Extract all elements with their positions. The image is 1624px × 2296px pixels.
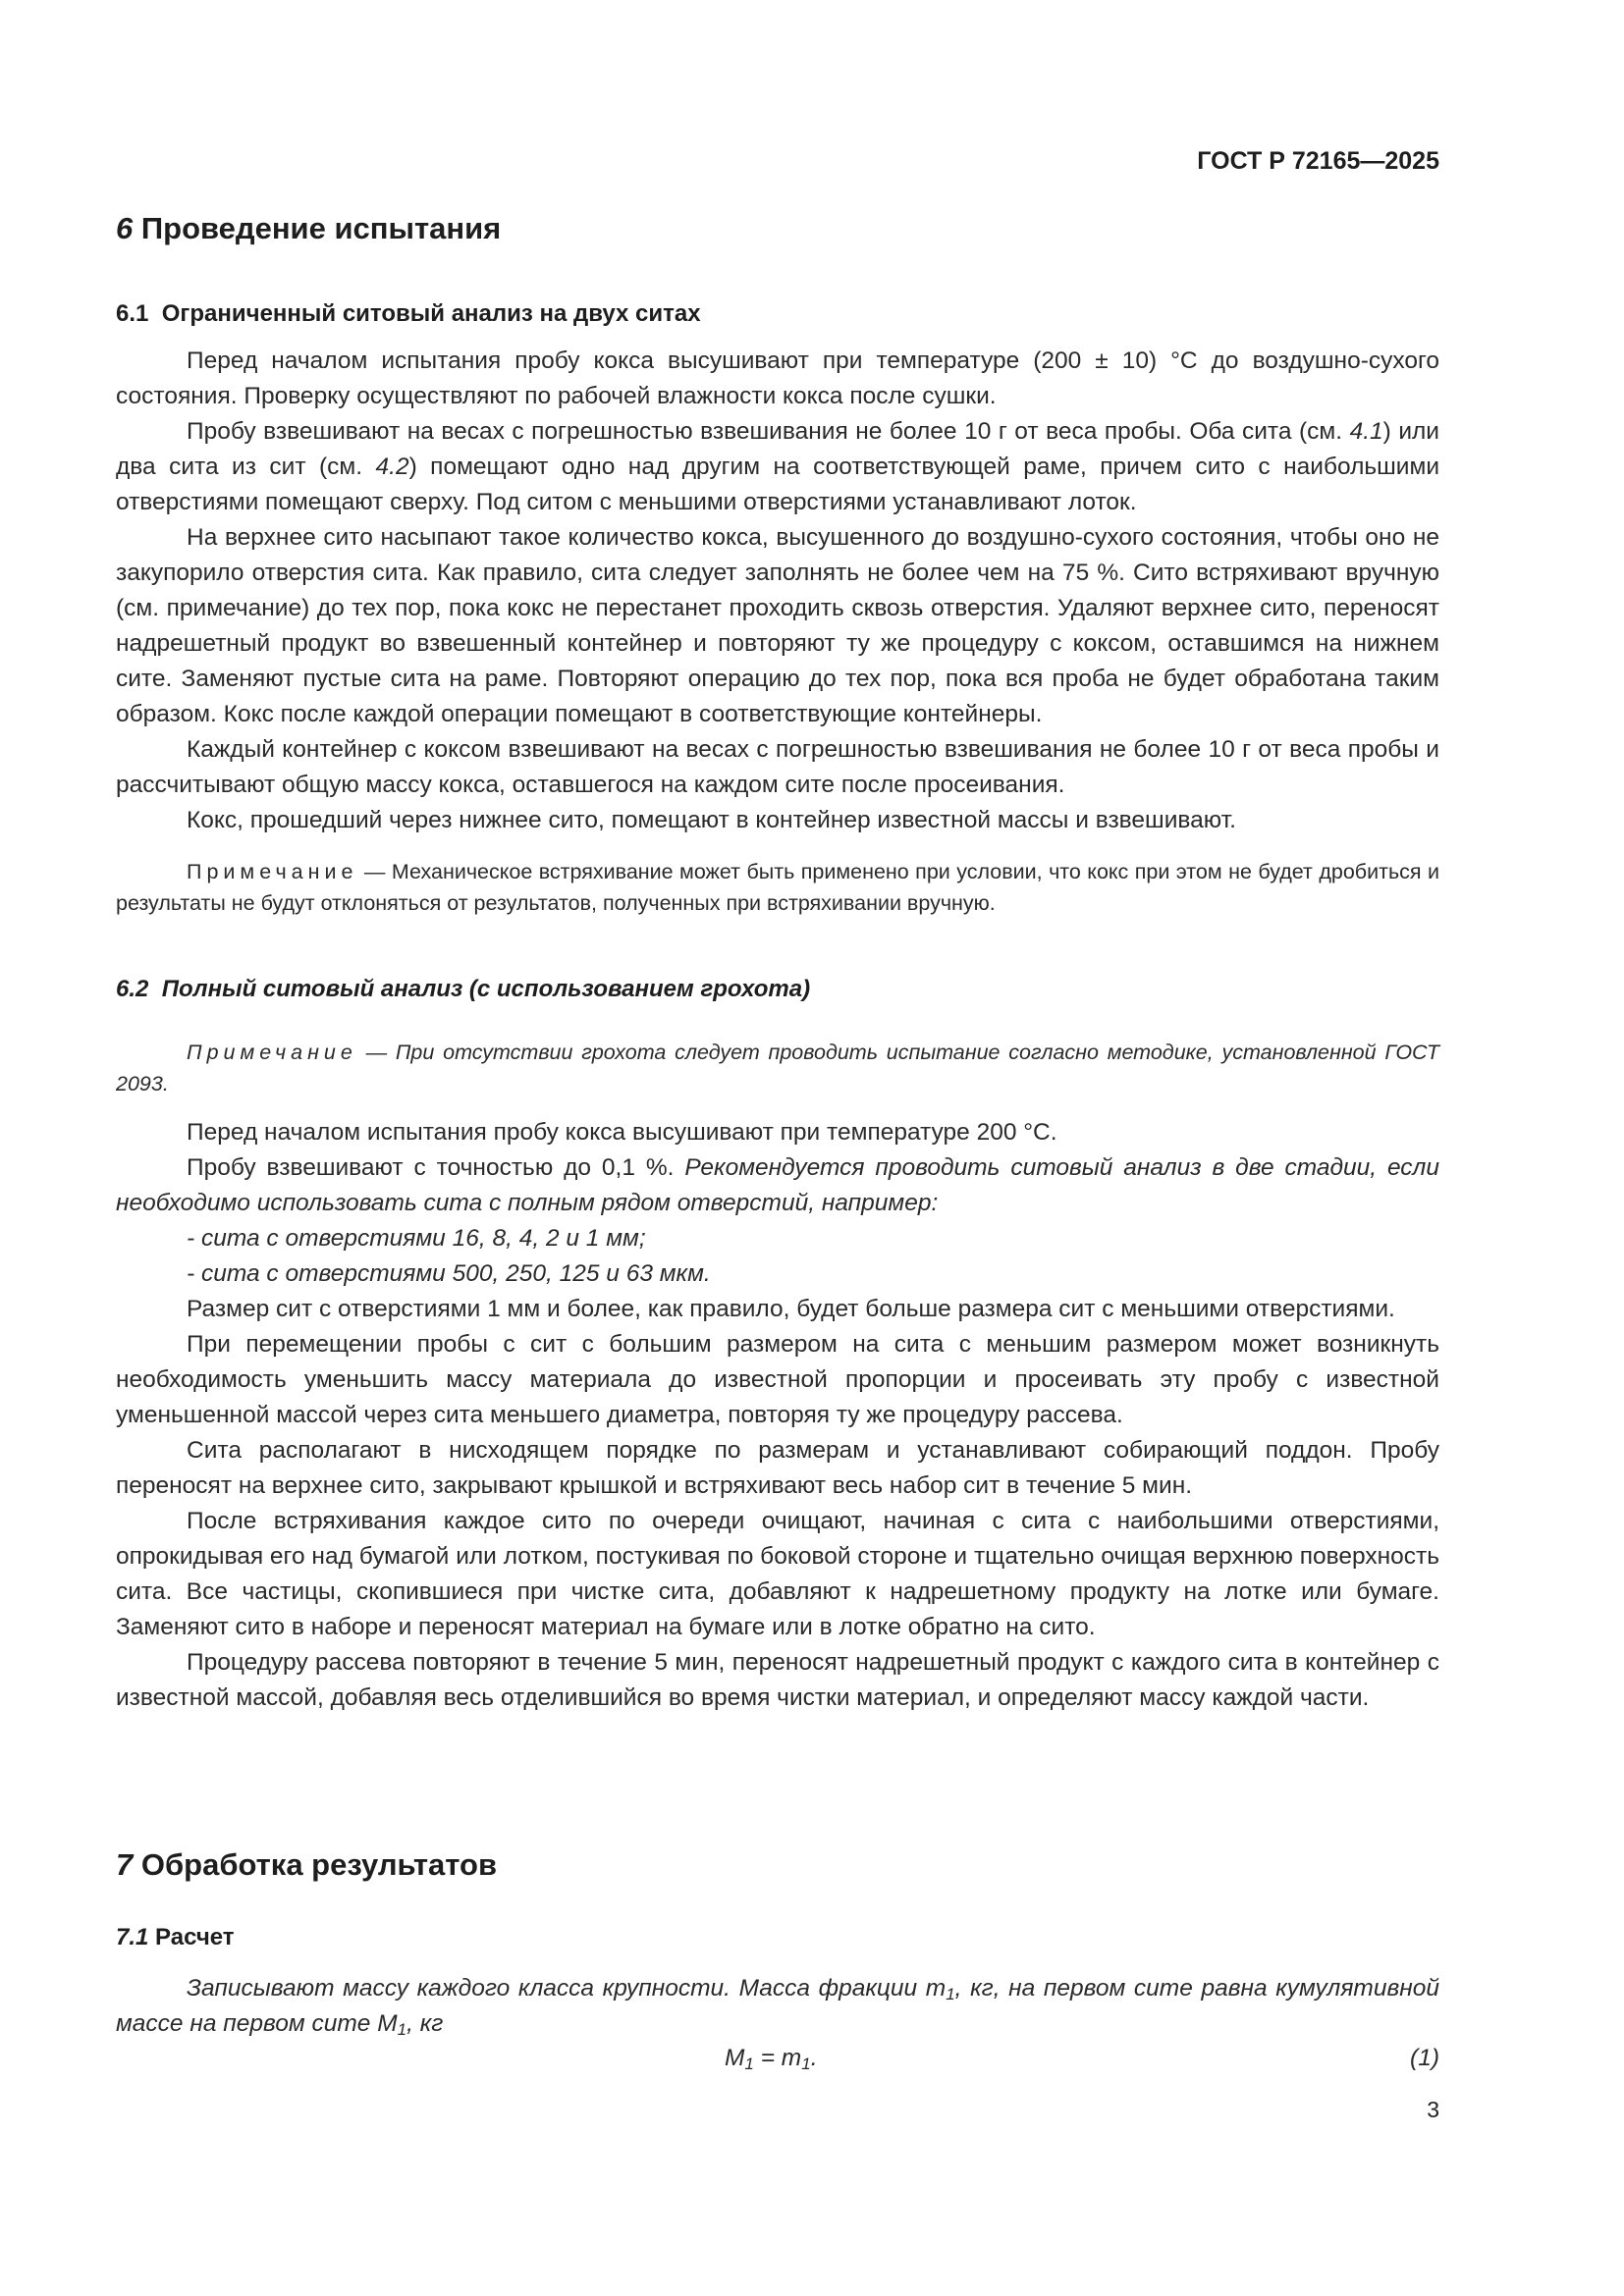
paragraph: Кокс, прошедший через нижнее сито, помещают в контейнер известной массы и взвешивают. [187,807,1236,833]
subsection-6-2-heading [116,976,1439,1003]
paragraph: После встряхивания каждое сито по очереди очищают, начиная с сита с наибольшими отверстиями, опрокидывая его над бумагой или лотком, постукивая по боковой стороне и тщательно очищая верхнюю поверхность сита. Все частицы, скопившиеся при чистке сита, добавляют к надрешетному продукту на лотке или бумаге. Заменяют сито в наборе и переносят материал на бумаге или в лотке обратно на сито. [116,1508,1439,1640]
paragraph: Перед началом испытания пробу кокса высушивают при температуре 200 °С. [187,1119,1057,1146]
subsection-7-1-heading [116,1924,1439,1951]
paragraph: Процедуру рассева повторяют в течение 5 мин, переносят надрешетный продукт с каждого сита в контейнер с известной массой, добавляя весь отделившийся во время чистки материал, и определяют массу каждой части. [116,1649,1439,1711]
subsection-6-2-body [116,1037,1439,1716]
cross-reference: 4.1 [1349,418,1383,445]
paragraph: Перед началом испытания пробу кокса высушивают при температуре (200 ± 10) °С до воздушно-сухого состояния. Проверку осуществляют по рабочей влажности кокса после сушки. [116,347,1439,409]
formula-number: (1) [1410,2045,1439,2071]
document-id-header: ГОСТ Р 72165—2025 [1197,147,1439,175]
list-item: - сита с отверстиями 16, 8, 4, 2 и 1 мм; [187,1225,646,1252]
paragraph: Размер сит с отверстиями 1 мм и более, как правило, будет больше размера сит с меньшими отверстиями. [187,1296,1395,1322]
cross-reference: 4.2 [375,454,409,480]
section-6-heading [116,211,1439,246]
formula-expression: $M_1 = m_1$. [725,2045,818,2073]
section-number: 7 [116,1847,134,1882]
paragraph: При перемещении пробы с сит с большим размером на сита с меньшим размером может возникнуть необходимость уменьшить массу материала до известной пропорции и просеивать эту пробу с известной уменьшенной массой через сита меньшего диаметра, повторяя ту же процедуру рассева. [116,1331,1439,1428]
note-label: Примечание [187,860,358,883]
section-number: 6 [116,211,134,245]
paragraph: Сита располагают в нисходящем порядке по размерам и устанавливают собирающий поддон. Пробу переносят на верхнее сито, закрывают крышкой и встряхивают весь набор сит в течение 5 мин. [116,1437,1439,1499]
page-number: 3 [1427,2097,1439,2122]
section-title: Обработка результатов [140,1847,498,1882]
subsection-title: Полный ситовый анализ (с использованием грохота) [161,976,811,1002]
subsection-number: 7.1 [116,1924,149,1950]
section-7-heading [116,1847,1439,1883]
paragraph: На верхнее сито насыпают такое количество кокса, высушенного до воздушно-сухого состояния, чтобы оно не закупорило отверстия сита. Как правило, сита следует заполнять не более чем на 75 %. Сито встряхивают вручную (см. примечание) до тех пор, пока кокс не перестанет проходить сквозь отверстия. Удаляют верхнее сито, переносят надрешетный продукт во взвешенный контейнер и повторяют ту же процедуру с коксом, оставшимся на нижнем сите. Заменяют пустые сита на раме. Повторяют операцию до тех пор, пока вся проба не будет обработана таким образом. Кокс после каждой операции помещают в соответствующие контейнеры. [116,524,1439,727]
note-label: Примечание [187,1041,357,1064]
paragraph: Записывают массу каждого класса крупности. Масса фракции $m_1$, кг, на первом сите равна кумулятивной массе на первом сите $M_1$, кг [116,1975,1439,2039]
subsection-6-1-body [116,344,1439,919]
note: Примечание — При отсутствии грохота следует проводить испытание согласно методике, установленной ГОСТ 2093. [116,1041,1439,1095]
paragraph: Каждый контейнер с коксом взвешивают на весах с погрешностью взвешивания не более 10 г от веса пробы и рассчитывают общую массу кокса, оставшегося на каждом сите после просеивания. [116,736,1439,798]
paragraph: Пробу взвешивают с точностью до 0,1 %. Рекомендуется проводить ситовый анализ в две стадии, если необходимо использовать сита с полным рядом отверстий, например: [116,1154,1440,1216]
subsection-6-1-heading [116,300,1439,328]
subsection-number: 6.2 [116,976,149,1002]
list-item: - сита с отверстиями 500, 250, 125 и 63 мкм. [187,1260,711,1287]
subsection-7-1-body [116,1971,1439,2042]
subsection-title: Расчет [155,1924,235,1950]
section-title: Проведение испытания [140,211,502,245]
subsection-number: 6.1 [116,300,149,327]
paragraph: Пробу взвешивают на весах с погрешностью взвешивания не более 10 г от веса пробы. Оба сита (см. 4.1) или два сита из сит (см. 4.2) помещают одно над другим на соответствующей раме, причем сито с наибольшими отверстиями помещают сверху. Под ситом с меньшими отверстиями устанавливают лоток. [116,418,1439,515]
note: Примечание — Механическое встряхивание может быть применено при условии, что кокс при этом не будет дробиться и результаты не будут отклоняться от результатов, полученных при встряхивании вручную. [116,860,1439,915]
subsection-title: Ограниченный ситовый анализ на двух ситах [161,300,701,327]
